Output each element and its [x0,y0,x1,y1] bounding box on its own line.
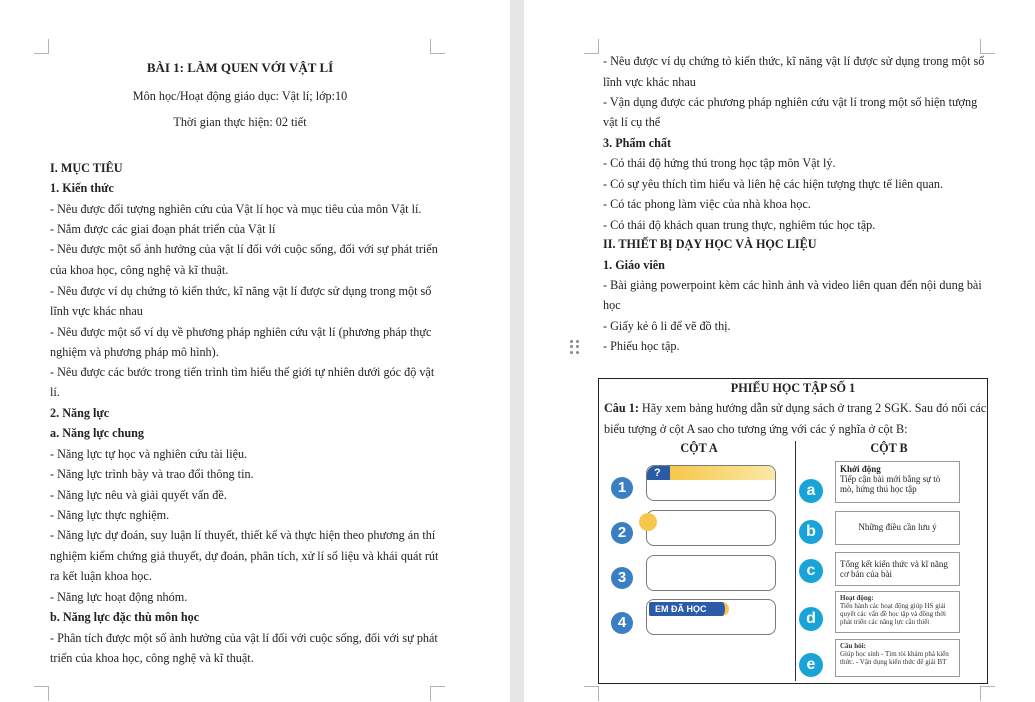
text-line: - Nêu được các bước trong tiến trình tìm hiểu thế giới tự nhiên dưới góc độ vật [50,365,435,379]
text-line: - Có thái độ hứng thú trong học tập môn Vật lý. [603,156,836,170]
column-a-box-1[interactable] [646,465,776,501]
letter-circle: d [799,607,823,631]
text-line: - Nêu được ví dụ chứng tỏ kiến thức, kĩ năng vật lí được sử dụng trong một số [603,54,985,68]
letter-circle: b [799,520,823,544]
text-line: - Nêu được một số ví dụ về phương pháp nghiên cứu vật lí (phương pháp thực [50,325,432,339]
text-line: - Nêu được ví dụ chứng tỏ kiến thức, kĩ năng vật lí được sử dụng trong một số [50,284,432,298]
question-line-2: biểu tượng ở cột A sao cho tương ứng với các ý nghĩa ở cột B: [604,422,908,436]
column-b-header: CỘT B [870,441,908,455]
number-circle: 2 [611,522,633,544]
question-text: Hãy xem bảng hướng dẫn sử dụng sách ở trang 2 SGK. Sau đó nối các [638,401,987,415]
crop-mark [980,39,995,54]
worksheet-box [598,378,988,684]
column-b-text: Tổng kết kiến thức và kĩ năng cơ bản của bài [840,559,948,579]
text-line: nghiệm kiểm chứng giả thuyết, dự đoán, phân tích, xử lí số liệu và khái quát rút [50,549,439,563]
column-b-text: Tiến hành các hoạt động giúp HS giải quyết các vấn đề học tập và đồng thời phát triển các năng lực cần thiết [840,602,946,626]
subsection-heading: 3. Phẩm chất [603,136,672,150]
column-a-box-2[interactable] [646,510,776,546]
crop-mark [34,686,49,701]
column-b-box-a[interactable] [835,461,960,503]
subsection-heading: 2. Năng lực [50,406,110,420]
text-line: ra kết luận khoa học. [50,569,152,583]
question-label: Câu 1: [604,401,639,415]
subsection-heading: 1. Kiến thức [50,181,114,195]
em-da-hoc-label: EM ĐÃ HỌC [655,604,707,614]
column-b-title: Câu hỏi: [840,642,866,650]
text-line: - Bài giảng powerpoint kèm các hình ảnh và video liên quan đến nội dung bài [603,278,982,292]
column-b-box-d[interactable] [835,591,960,633]
column-a-box-4[interactable] [646,599,776,635]
text-line: - Có tác phong làm việc của nhà khoa học. [603,197,811,211]
text-line: triển của khoa học, công nghệ và kĩ thuật. [50,651,254,665]
time-line: Thời gian thực hiện: 02 tiết [173,115,307,129]
subject-line: Môn học/Hoạt động giáo dục: Vật lí; lớp:10 [132,89,348,103]
text-line: - Phân tích được một số ảnh hưởng của vật lí đối với cuộc sống, đối với sự phát [50,631,438,645]
number-circle: 3 [611,567,633,589]
column-b-title: Khởi động [840,464,881,474]
text-line: - Nêu được đối tượng nghiên cứu của Vật lí học và mục tiêu của môn Vật lí. [50,202,422,216]
column-b-box-e[interactable] [835,639,960,677]
column-b-box-c[interactable] [835,552,960,586]
text-line: nghiệm và phương pháp mô hình). [50,345,219,359]
subsection-heading: 1. Giáo viên [603,258,665,272]
column-b-text: Những điều cần lưu ý [858,522,937,532]
column-b-text: Tiếp cận bài mới bằng sự tò mò, hứng thú học tập [840,474,941,494]
crop-mark [980,686,995,701]
letter-circle: c [799,559,823,583]
text-line: - Năng lực dự đoán, suy luận lí thuyết, thiết kế và thực hiện theo phương án thí [50,528,436,542]
text-line: học [603,298,621,312]
text-line: - Có thái độ khách quan trung thực, nghiêm túc học tập. [603,218,876,232]
text-line: - Năng lực nêu và giải quyết vấn đề. [50,488,227,502]
question-badge-bar [647,466,775,480]
crop-mark [430,39,445,54]
text-line: - Giấy kẻ ô li để vẽ đồ thị. [603,319,731,333]
subsection-heading: a. Năng lực chung [50,426,144,440]
drag-handle-icon[interactable] [570,340,580,354]
letter-circle: e [799,653,823,677]
text-line: lí. [50,385,60,399]
text-line: - Năng lực trình bày và trao đổi thông tin. [50,467,254,481]
text-line: - Có sự yêu thích tìm hiểu và liên hệ các hiện tượng thực tế liên quan. [603,177,944,191]
text-line: - Vận dụng được các phương pháp nghiên cứu vật lí trong một số hiện tượng [603,95,978,109]
text-line: lĩnh vực khác nhau [50,304,143,318]
column-b-title: Hoạt động: [840,594,874,602]
lesson-title: BÀI 1: LÀM QUEN VỚI VẬT LÍ [146,60,334,75]
worksheet-title: PHIẾU HỌC TẬP SỐ 1 [730,381,856,395]
crop-mark [584,39,599,54]
text-line: của khoa học, công nghệ và kĩ thuật. [50,263,229,277]
lightbulb-icon [639,513,657,531]
text-line: lĩnh vực khác nhau [603,75,696,89]
text-line: - Năng lực thực nghiệm. [50,508,170,522]
question-mark-icon: ? [654,467,661,479]
crop-mark [430,686,445,701]
letter-circle: a [799,479,823,503]
question-line-1 [604,400,986,416]
crop-mark [34,39,49,54]
number-circle: 1 [611,477,633,499]
crop-mark [584,686,599,701]
text-line: - Nắm được các giai đoạn phát triển của Vật lí [50,222,276,236]
number-circle: 4 [611,612,633,634]
column-divider [795,441,796,681]
text-line: - Phiếu học tập. [603,339,680,353]
text-line: - Năng lực tự học và nghiên cứu tài liệu. [50,447,248,461]
text-line: - Năng lực hoạt động nhóm. [50,590,188,604]
column-a-box-3[interactable] [646,555,776,591]
column-a-header: CỘT A [680,441,718,455]
column-b-box-b[interactable] [835,511,960,545]
text-line: vật lí cụ thể [603,115,661,129]
text-line: - Nêu được một số ảnh hưởng của vật lí đối với cuộc sống, đối với sự phát triển [50,242,438,256]
section-heading: I. MỤC TIÊU [50,161,123,175]
subsection-heading: b. Năng lực đặc thù môn học [50,610,200,624]
column-b-text: Giúp học sinh - Tìm tòi khám phá kiến thức. - Vận dụng kiến thức để giải BT [840,650,949,666]
section-heading: II. THIẾT BỊ DẠY HỌC VÀ HỌC LIỆU [603,237,817,251]
